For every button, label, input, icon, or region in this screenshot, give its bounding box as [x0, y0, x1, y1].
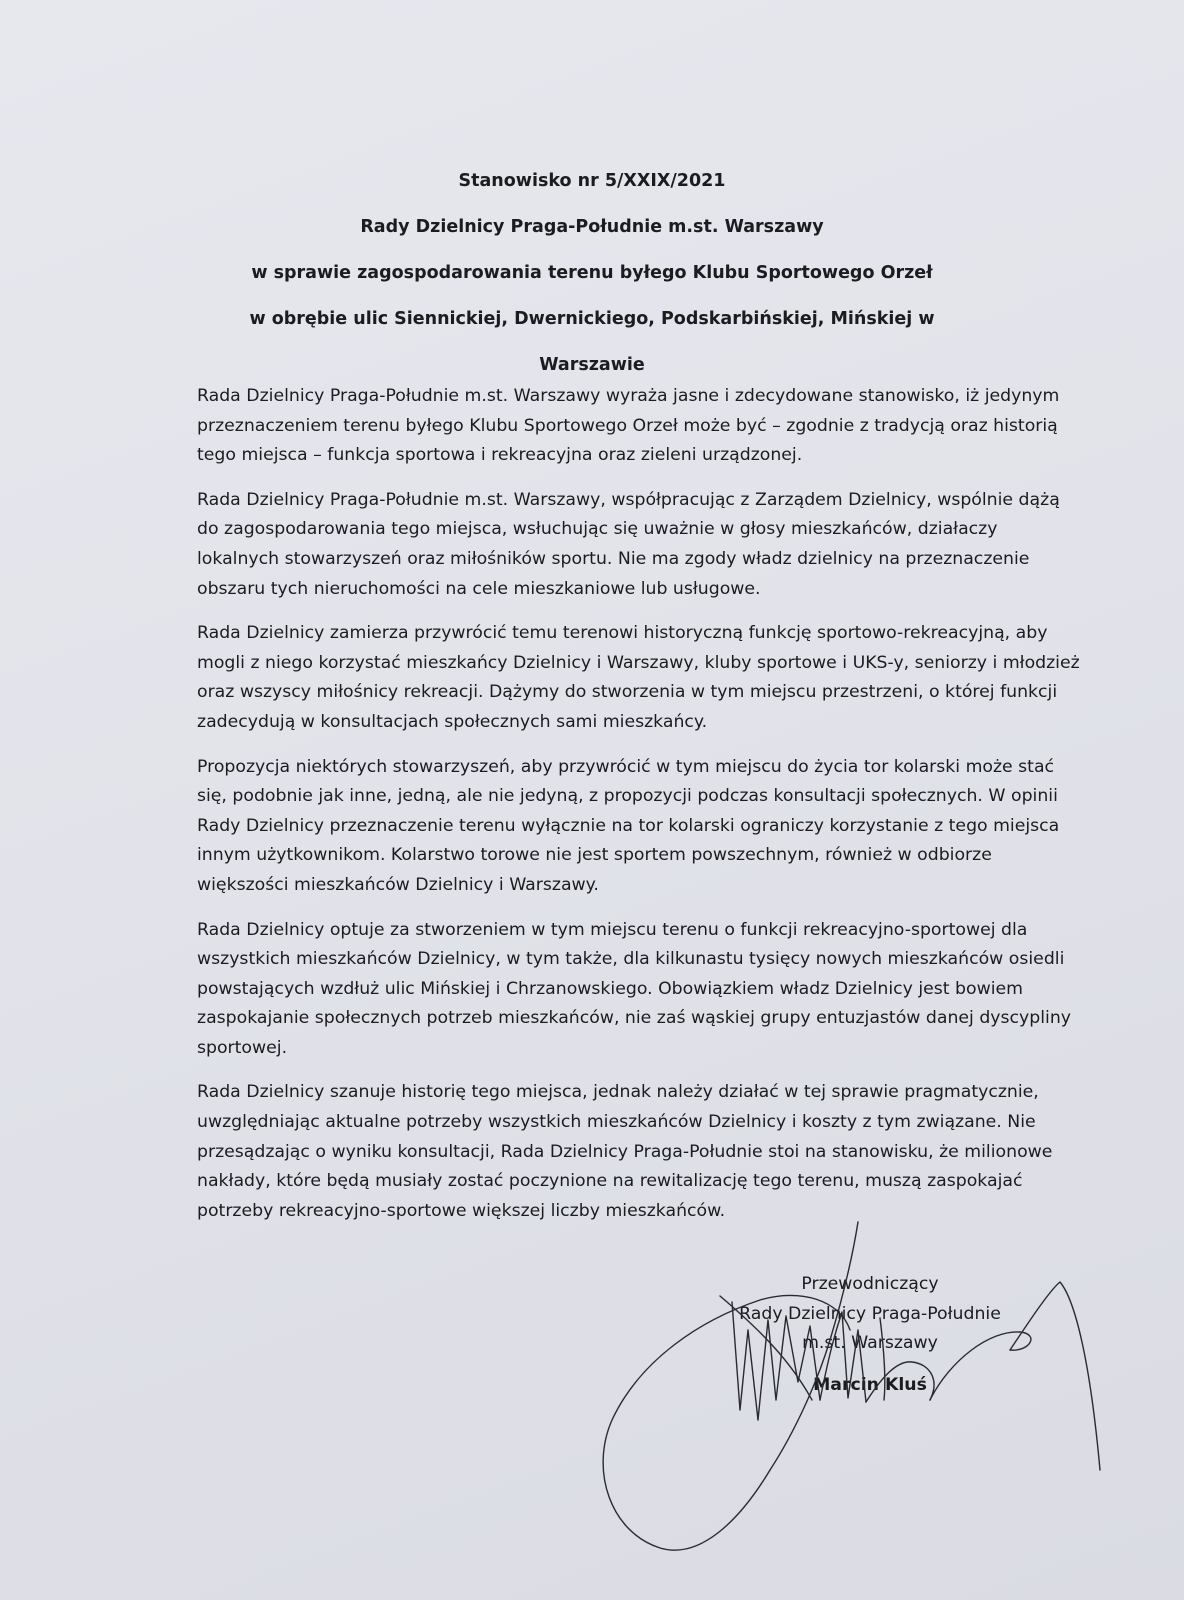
title-line-subject: w sprawie zagospodarowania terenu byłego Klubu Sportowego Orzeł	[251, 263, 933, 283]
signatory-city: m.st. Warszawy	[802, 1333, 938, 1354]
paragraph-1	[197, 382, 1087, 471]
paragraph-line: do zagospodarowania tego miejsca, wsłuchując się uważnie w głosy mieszkańców, działaczy	[197, 519, 998, 540]
paragraph-line: lokalnych stowarzyszeń oraz miłośników sportu. Nie ma zgody władz dzielnicy na przeznaczenie	[197, 548, 1030, 569]
paragraph-line: innym użytkownikom. Kolarstwo torowe nie jest sportem powszechnym, również w odbiorze	[197, 845, 992, 866]
paragraph-line: Rada Dzielnicy Praga-Południe m.st. Warszawy wyraża jasne i zdecydowane stanowisko, iż jedynym	[197, 386, 1060, 406]
document-title	[200, 158, 984, 388]
title-line-number: Stanowisko nr 5/XXIX/2021	[458, 171, 726, 191]
paragraph-2	[197, 486, 1087, 604]
title-line-location: w obrębie ulic Siennickiej, Dwernickiego, Podskarbińskiej, Mińskiej w Warszawie	[249, 309, 935, 375]
paragraph-line: nakłady, które będą musiały zostać poczynione na rewitalizację tego terenu, muszą zaspokajać	[197, 1171, 1023, 1192]
paragraph-line: uwzględniając aktualne potrzeby wszystkich mieszkańców Dzielnicy i koszty z tym związane. Nie	[197, 1112, 1036, 1133]
paragraph-line: mogli z niego korzystać mieszkańcy Dzielnicy i Warszawy, kluby sportowe i UKS-y, seniorzy i młodzież	[197, 652, 1080, 673]
paragraph-line: przeznaczeniem terenu byłego Klubu Sportowego Orzeł może być – zgodnie z tradycją oraz historią	[197, 415, 1058, 436]
paragraph-line: się, podobnie jak inne, jedną, ale nie jedyną, z propozycji podczas konsultacji społecznych. W opinii	[197, 786, 1058, 807]
paragraph-line: zaspokajanie społecznych potrzeb mieszkańców, nie zaś wąskiej grupy entuzjastów danej dyscypliny	[197, 1008, 1072, 1029]
paragraph-line: obszaru tych nieruchomości na cele mieszkaniowe lub usługowe.	[197, 578, 761, 599]
paragraph-line: Rada Dzielnicy optuje za stworzeniem w tym miejscu terenu o funkcji rekreacyjno-sportowej dla	[197, 919, 1028, 940]
paragraph-line: Propozycja niektórych stowarzyszeń, aby przywrócić w tym miejscu do życia tor kolarski może stać	[197, 756, 1055, 777]
paragraph-5	[197, 916, 1087, 1064]
paragraph-line: większości mieszkańców Dzielnicy i Warszawy.	[197, 874, 599, 895]
paragraph-line: przesądzając o wyniku konsultacji, Rada Dzielnicy Praga-Południe stoi na stanowisku, że milionowe	[197, 1141, 1053, 1162]
title-line-council: Rady Dzielnicy Praga-Południe m.st. Warszawy	[360, 217, 824, 237]
paragraph-line: zadecydują w konsultacjach społecznych sami mieszkańcy.	[197, 711, 708, 732]
paragraph-line: oraz wszyscy miłośnicy rekreacji. Dążymy do stworzenia w tym miejscu przestrzeni, o której funkcji	[197, 682, 1058, 703]
signatory-council: Rady Dzielnicy Praga-Południe	[739, 1303, 1001, 1324]
signatory-name: Marcin Kluś	[813, 1374, 927, 1395]
paragraph-line: potrzeby rekreacyjno-sportowe większej liczby mieszkańców.	[197, 1200, 726, 1221]
paragraph-3	[197, 619, 1087, 737]
paragraph-line: Rada Dzielnicy szanuje historię tego miejsca, jednak należy działać w tej sprawie pragmatycznie,	[197, 1082, 1039, 1103]
paragraph-6	[197, 1078, 1087, 1226]
signature-block	[720, 1270, 1020, 1400]
paragraph-4	[197, 753, 1087, 901]
signatory-role: Przewodniczący	[801, 1274, 939, 1294]
paragraph-line: Rada Dzielnicy zamierza przywrócić temu terenowi historyczną funkcję sportowo-rekreacyjną, aby	[197, 623, 1048, 644]
paragraph-line: Rady Dzielnicy przeznaczenie terenu wyłącznie na tor kolarski ograniczy korzystanie z tego miejsca	[197, 815, 1060, 836]
paragraph-line: Rada Dzielnicy Praga-Południe m.st. Warszawy, współpracując z Zarządem Dzielnicy, wspólnie dążą	[197, 489, 1060, 510]
paragraph-line: wszystkich mieszkańców Dzielnicy, w tym także, dla kilkunastu tysięcy nowych mieszkańców osiedli	[197, 949, 1065, 970]
paragraph-line: tego miejsca – funkcja sportowa i rekreacyjna oraz zieleni urządzonej.	[197, 445, 803, 466]
document-body	[197, 382, 1087, 1241]
paragraph-line: powstających wzdłuż ulic Mińskiej i Chrzanowskiego. Obowiązkiem władz Dzielnicy jest bowiem	[197, 978, 1023, 999]
paragraph-line: sportowej.	[197, 1037, 288, 1058]
